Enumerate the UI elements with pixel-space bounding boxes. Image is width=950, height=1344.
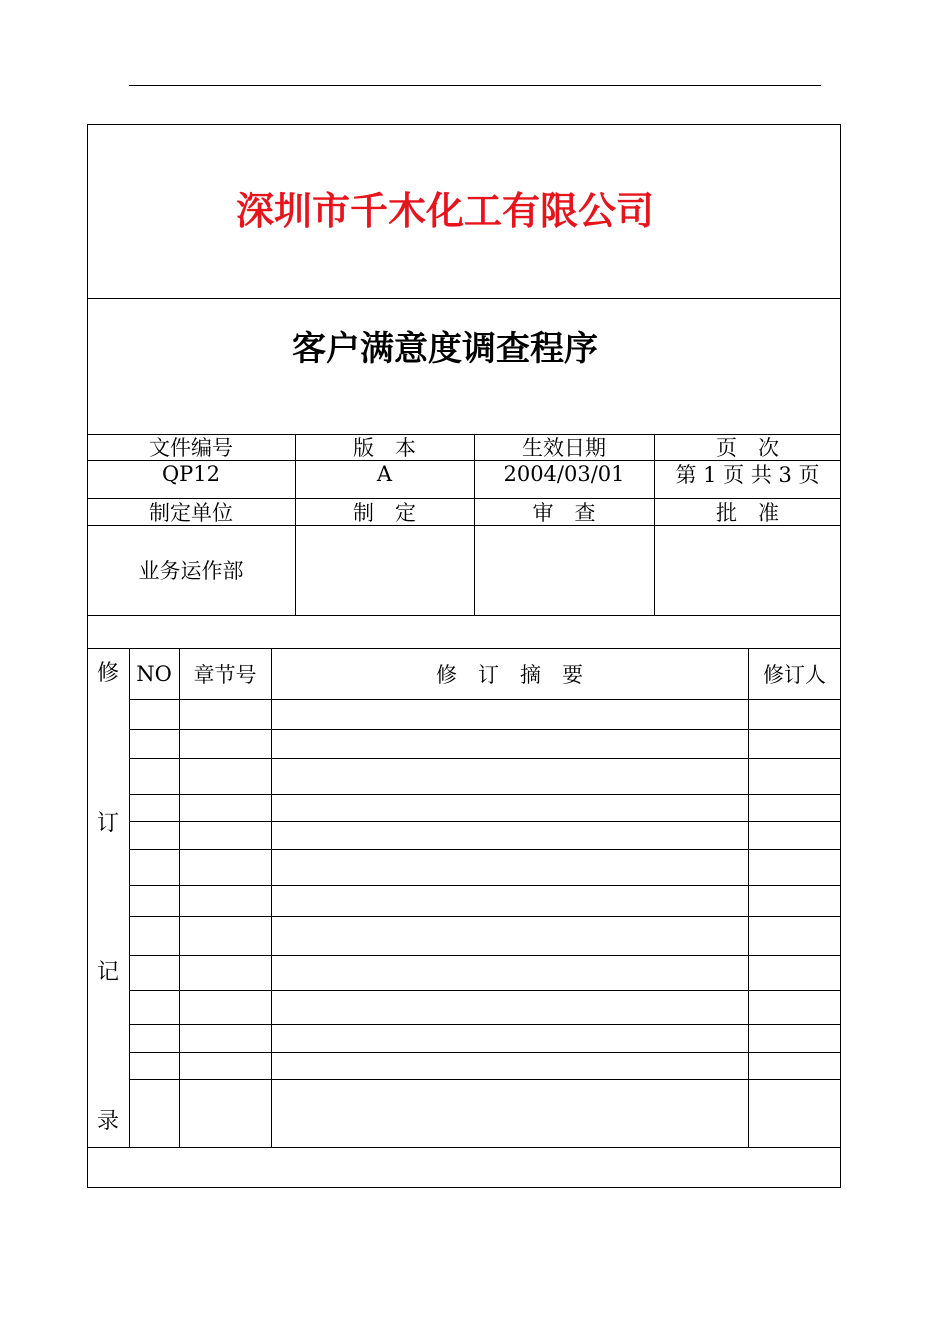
- header-summary: 修 订 摘 要: [436, 662, 583, 687]
- table-row: [129, 990, 841, 991]
- effective-date-value: 2004/03/01: [503, 462, 625, 486]
- table-row: [129, 955, 841, 956]
- header-approved: 批 准: [716, 500, 779, 525]
- header-page: 页 次: [716, 436, 779, 460]
- department-value: 业务运作部: [138, 559, 244, 583]
- table-row: [129, 794, 841, 795]
- page-value: 第 1 页 共 3 页: [675, 463, 820, 487]
- version-value: A: [376, 462, 393, 486]
- table-row: [129, 758, 841, 759]
- header-prepared: 制 定: [353, 500, 416, 525]
- divider: [179, 648, 180, 1147]
- table-row: [129, 849, 841, 850]
- company-name: 深圳市千木化工有限公司: [236, 189, 655, 233]
- table-row: [129, 729, 841, 730]
- table-row: [129, 699, 841, 700]
- header-reviser: 修订人: [763, 662, 826, 687]
- header-issuing-unit: 制定单位: [149, 500, 233, 525]
- table-row: [129, 1079, 841, 1080]
- doc-number-value: QP12: [161, 462, 221, 486]
- table-row: [129, 1024, 841, 1025]
- divider: [87, 615, 841, 616]
- header-section: 章节号: [193, 662, 257, 687]
- table-row: [129, 1052, 841, 1053]
- side-label-char: 订: [97, 811, 120, 836]
- divider: [87, 298, 841, 299]
- header-effective-date: 生效日期: [522, 436, 606, 460]
- table-row: [129, 821, 841, 822]
- divider: [271, 648, 272, 1147]
- header-reviewed: 审 查: [532, 500, 596, 525]
- side-label-char: 记: [97, 960, 120, 985]
- divider: [87, 1147, 841, 1148]
- divider: [748, 648, 749, 1147]
- table-row: [129, 916, 841, 917]
- header-doc-number: 文件编号: [149, 436, 233, 460]
- table-row: [129, 885, 841, 886]
- header-version: 版 本: [353, 436, 416, 460]
- divider: [129, 648, 130, 1147]
- header-rule: [129, 85, 821, 86]
- header-no: NO: [136, 661, 172, 686]
- side-label-char: 修: [97, 661, 120, 686]
- side-label-char: 录: [97, 1109, 120, 1134]
- document-title: 客户满意度调查程序: [292, 329, 598, 369]
